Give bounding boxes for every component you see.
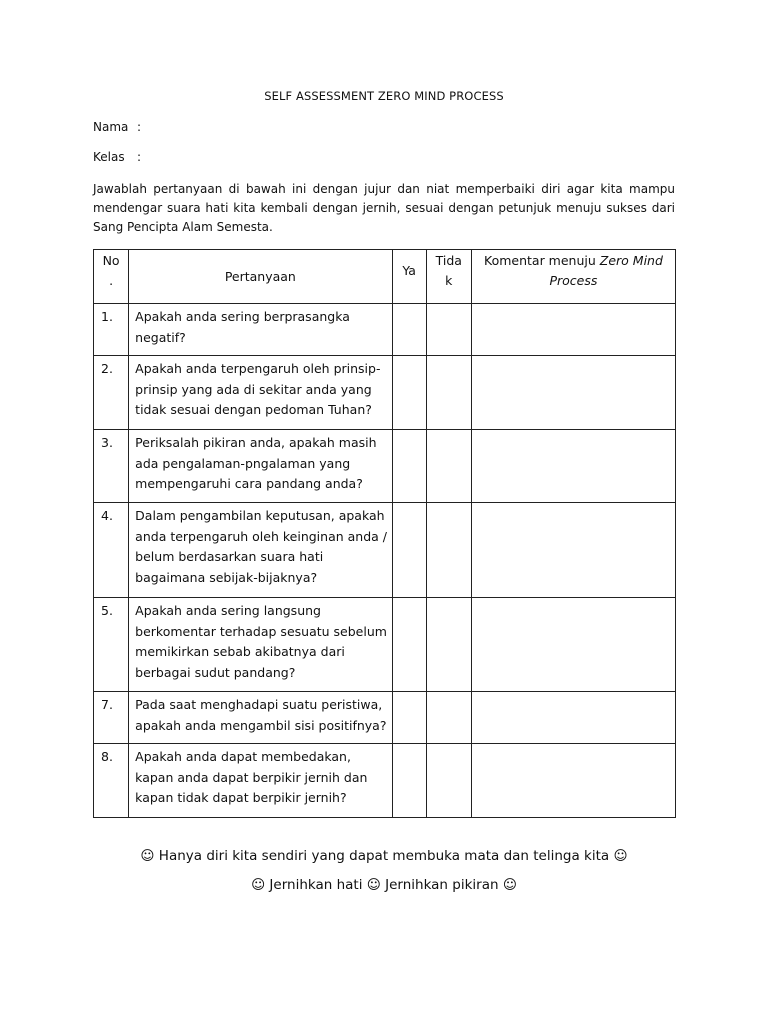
ya-cell[interactable] xyxy=(392,503,426,598)
header-komentar-em: Zero Mind Process xyxy=(549,253,663,288)
table-row xyxy=(94,356,676,430)
kelas-field xyxy=(93,150,141,164)
kelas-label: Kelas xyxy=(93,150,125,164)
komentar-cell[interactable] xyxy=(471,430,675,503)
ya-cell[interactable] xyxy=(392,304,426,356)
header-tidak xyxy=(426,250,471,304)
header-tidak-text: Tida k xyxy=(435,253,462,288)
komentar-cell[interactable] xyxy=(471,744,675,818)
nama-colon: : xyxy=(137,120,142,134)
table-row xyxy=(94,598,676,692)
header-komentar-prefix: Komentar menuju xyxy=(484,253,600,268)
header-no-text: No . xyxy=(102,253,120,288)
header-komentar xyxy=(471,250,675,304)
row-number: 7. xyxy=(94,692,129,744)
row-number: 1. xyxy=(94,304,129,356)
tidak-cell[interactable] xyxy=(426,356,471,430)
header-pertanyaan: Pertanyaan xyxy=(129,250,392,304)
row-number: 4. xyxy=(94,503,129,598)
table-row xyxy=(94,692,676,744)
instructions-paragraph: Jawablah pertanyaan di bawah ini dengan jujur dan niat memperbaiki diri agar kita mampu mendengar suara hati kita kembali dengan jernih, sesuai dengan petunjuk menuju sukses dari Sang Pencipta Alam Semesta. xyxy=(93,182,675,234)
table-header-row xyxy=(94,250,676,304)
table-row xyxy=(94,744,676,818)
komentar-cell[interactable] xyxy=(471,503,675,598)
row-question: Dalam pengambilan keputusan, apakah anda terpengaruh oleh keinginan anda / belum berdasarkan suara hati bagaimana sebijak-bijaknya? xyxy=(129,503,392,598)
header-ya: Ya xyxy=(392,250,426,304)
tidak-cell[interactable] xyxy=(426,598,471,692)
ya-cell[interactable] xyxy=(392,598,426,692)
ya-cell[interactable] xyxy=(392,692,426,744)
ya-cell[interactable] xyxy=(392,356,426,430)
header-no xyxy=(94,250,129,304)
tidak-cell[interactable] xyxy=(426,692,471,744)
row-number: 5. xyxy=(94,598,129,692)
footer-line-2: ☺ Jernihkan hati ☺ Jernihkan pikiran ☺ xyxy=(251,877,517,893)
table-row xyxy=(94,430,676,503)
row-question: Apakah anda terpengaruh oleh prinsip-prinsip yang ada di sekitar anda yang tidak sesuai dengan pedoman Tuhan? xyxy=(129,356,392,430)
tidak-cell[interactable] xyxy=(426,430,471,503)
nama-label: Nama xyxy=(93,120,129,134)
assessment-table xyxy=(93,249,676,818)
row-question: Apakah anda sering berprasangka negatif? xyxy=(129,304,392,356)
ya-cell[interactable] xyxy=(392,744,426,818)
tidak-cell[interactable] xyxy=(426,744,471,818)
nama-field xyxy=(93,120,141,134)
footer-line-1: ☺ Hanya diri kita sendiri yang dapat membuka mata dan telinga kita ☺ xyxy=(140,848,628,864)
row-question: Pada saat menghadapi suatu peristiwa, apakah anda mengambil sisi positifnya? xyxy=(129,692,392,744)
row-number: 8. xyxy=(94,744,129,818)
ya-cell[interactable] xyxy=(392,430,426,503)
tidak-cell[interactable] xyxy=(426,503,471,598)
table-row xyxy=(94,503,676,598)
komentar-cell[interactable] xyxy=(471,598,675,692)
row-question: Apakah anda sering langsung berkomentar terhadap sesuatu sebelum memikirkan sebab akibatnya dari berbagai sudut pandang? xyxy=(129,598,392,692)
document-title: SELF ASSESSMENT ZERO MIND PROCESS xyxy=(264,89,504,103)
row-number: 2. xyxy=(94,356,129,430)
komentar-cell[interactable] xyxy=(471,692,675,744)
row-number: 3. xyxy=(94,430,129,503)
tidak-cell[interactable] xyxy=(426,304,471,356)
row-question: Apakah anda dapat membedakan, kapan anda dapat berpikir jernih dan kapan tidak dapat berpikir jernih? xyxy=(129,744,392,818)
row-question: Periksalah pikiran anda, apakah masih ada pengalaman-pngalaman yang mempengaruhi cara pandang anda? xyxy=(129,430,392,503)
komentar-cell[interactable] xyxy=(471,356,675,430)
komentar-cell[interactable] xyxy=(471,304,675,356)
table-row xyxy=(94,304,676,356)
kelas-colon: : xyxy=(137,150,142,164)
